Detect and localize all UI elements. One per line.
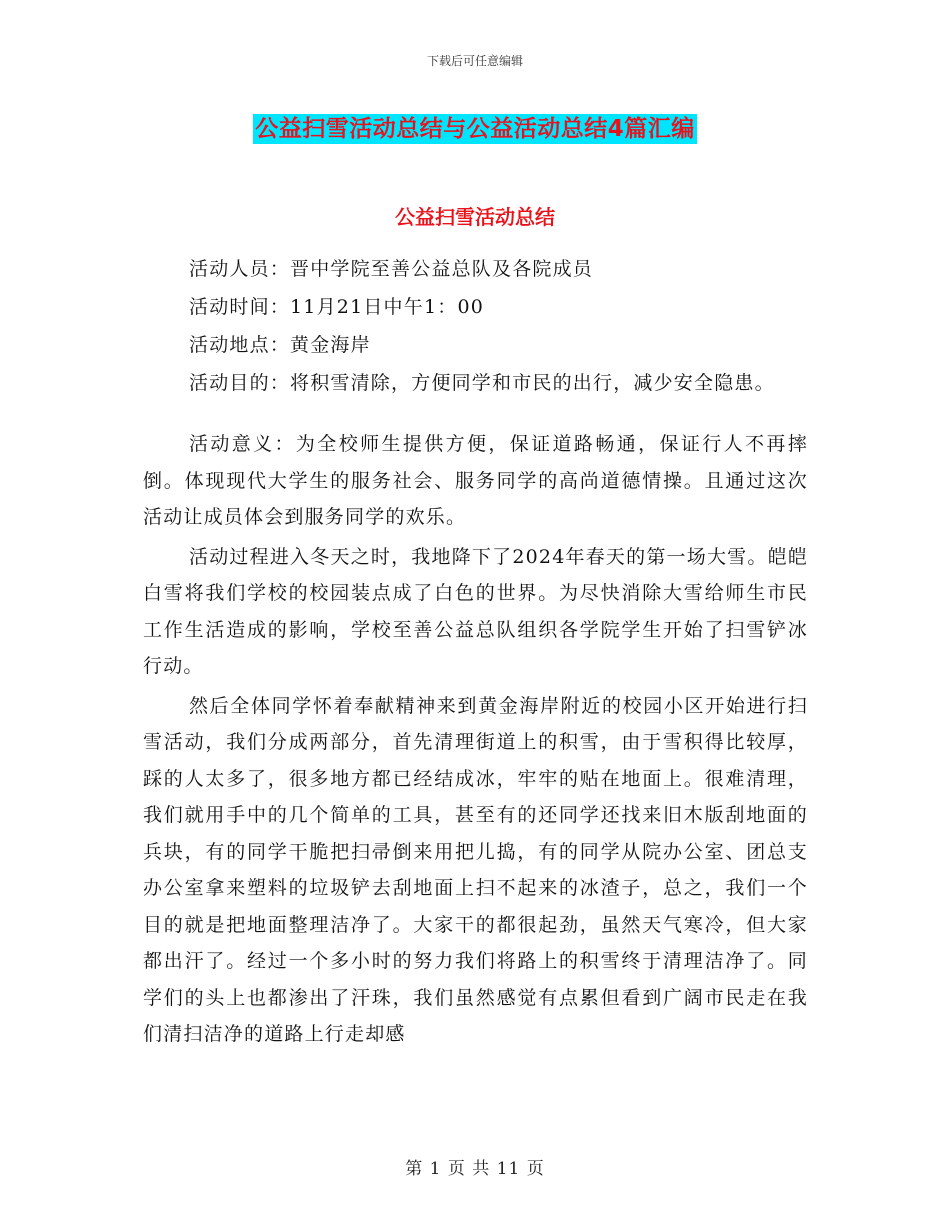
section-title: 公益扫雪活动总结 (395, 205, 555, 229)
body-text (143, 426, 808, 1053)
info-line-participants: 活动人员：晋中学院至善公益总队及各院成员 (189, 258, 594, 280)
document-title-container (0, 114, 950, 144)
paragraph-activity: 然后全体同学怀着奉献精神来到黄金海岸附近的校园小区开始进行扫雪活动，我们分成两部分，首先清理街道上的积雪，由于雪积得比较厚，踩的人太多了，很多地方都已经结成冰，牢牢的贴在地面上。很难清理，我们就用手中的几个简单的工具，甚至有的还同学还找来旧木版刮地面的兵块，有的同学干脆把扫帚倒来用把儿捣，有的同学从院办公室、团总支办公室拿来塑料的垃圾铲去刮地面上扫不起来的冰渣子，总之，我们一个目的就是把地面整理洁净了。大家干的都很起劲，虽然天气寒冷，但大家都出汗了。经过一个多小时的努力我们将路上的积雪终于清理洁净了。同学们的头上也都渗出了汗珠，我们虽然感觉有点累但看到广阔市民走在我们清扫洁净的道路上行走却感 (143, 694, 808, 1045)
activity-info-block (143, 250, 808, 402)
document-title: 公益扫雪活动总结与公益活动总结4篇汇编 (255, 116, 695, 142)
info-line-location: 活动地点：黄金海岸 (189, 334, 371, 356)
paragraph-significance: 活动意义：为全校师生提供方便，保证道路畅通，保证行人不再摔倒。体现现代大学生的服务社会、服务同学的高尚道德情操。且通过这次活动让成员体会到服务同学的欢乐。 (143, 433, 808, 528)
paragraph-process: 活动过程进入冬天之时，我地降下了2024年春天的第一场大雪。皑皑白雪将我们学校的校园装点成了白色的世界。为尽快消除大雪给师生市民工作生活造成的影响，学校至善公益总队组织各学院学生开始了扫雪铲冰行动。 (143, 545, 808, 677)
info-line-time: 活动时间：11月21日中午1：00 (189, 296, 485, 318)
page-footer-number: 第 1 页 共 11 页 (405, 1159, 545, 1179)
info-line-purpose: 活动目的：将积雪清除，方便同学和市民的出行，减少安全隐患。 (189, 372, 775, 394)
page-header-note: 下载后可任意编辑 (426, 54, 523, 68)
